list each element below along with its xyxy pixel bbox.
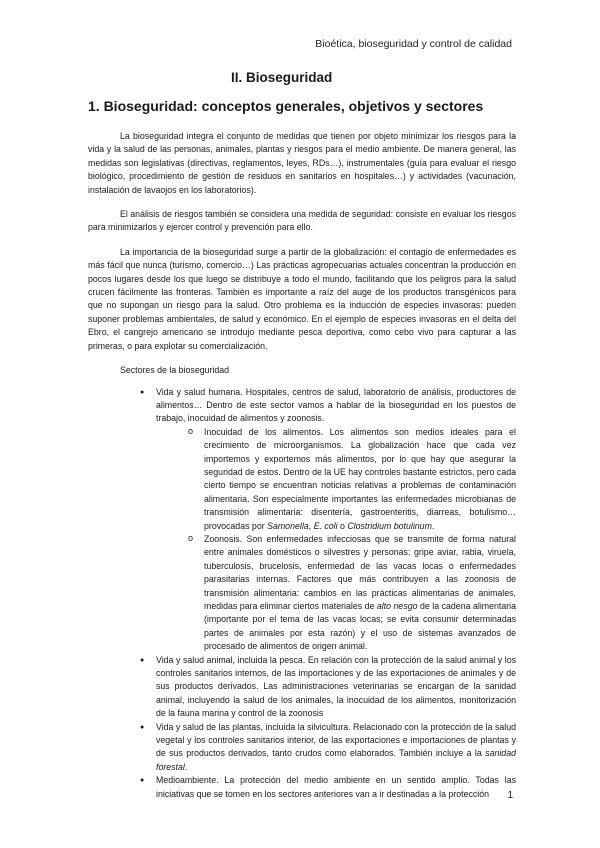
separator: , xyxy=(308,520,314,531)
list-item-animal-health xyxy=(156,654,516,721)
pathogen-name: Samonella xyxy=(267,520,309,531)
sectors-heading: Sectores de la bioseguridad xyxy=(120,365,230,376)
zoonosis-text-continued: de la cadena alimentaria (importante por el tema de las vacas locas; se evita consumir determinadas partes de animales por esta razón) y el uso de sistemas avanzados de procesado de alimentos de origen animal. xyxy=(204,601,516,652)
sentence-end: . xyxy=(184,761,188,772)
human-health-sublist xyxy=(156,426,516,654)
list-item-human-health xyxy=(156,386,516,654)
subsection-title: 1. Bioseguridad: conceptos generales, objetivos y sectores xyxy=(88,98,484,114)
list-item-plant-health xyxy=(156,721,516,775)
paragraph-definition: La bioseguridad integra el conjunto de medidas que tienen por objeto minimizar los riesgos para la vida y la salud de las personas, animales, plantas y riesgos para el medio ambiente. De manera general, las medidas son legislativas (directivas, reglamentos, leyes, RDs…), instrumentales (guía para evaluar el riesgo biológico, procedimiento de gestión de residuos en sanitarios en hospitales…) y actividades (vacunación, instalación de lavaojos en los laboratorios). xyxy=(88,131,516,195)
connector: o xyxy=(337,520,348,531)
emphasized-term: alto riesgo xyxy=(376,601,418,611)
emphasized-term: sanidad forestal xyxy=(156,748,516,772)
sectors-list xyxy=(88,386,516,802)
page-number: 1 xyxy=(507,790,513,801)
pathogen-name: E. coli xyxy=(313,520,338,531)
pathogen-name: Clostridium botulinum xyxy=(347,520,432,531)
sentence-end: . xyxy=(431,520,435,531)
paragraph-risk-analysis: El análisis de riesgos también se considera una medida de seguridad: consiste en evaluar los riesgos para minimizarlos y ejercer control y prevención para ello. xyxy=(88,209,516,233)
list-item-food-safety xyxy=(204,426,516,533)
environment-text: Medioambiente. La protección del medio ambiente en un sentido amplio. Todas las iniciativas que se tomen en los sectores anteriores van a ir destinadas a la protección xyxy=(156,775,516,799)
zoonosis-text: Zoonosis. Son enfermedades infecciosas que se transmite de forma natural entre animales domésticos o silvestres y personas; gripe aviar, rabia, viruela, tuberculosis, brucelosis, enfermedad de las vacas locas o enfermedades parasitarias internas. Factores que más contribuyen a las zoonosis de transmisión alimentaria: cambios en las prácticas alimentarias de animales, medidas para eliminar ciertos materiales de xyxy=(204,533,516,611)
section-title: II. Bioseguridad xyxy=(231,70,333,85)
food-safety-text: Inocuidad de los alimentos. Los alimentos son medios ideales para el crecimiento de microorganismos. La globalización hace que cada vez importemos y exportemos más alimentos, por lo que hay que asegurar la seguridad de estos. Dentro de la UE hay controles bastante estrictos, pero cada cierto tiempo se encuentran noticias relativas a problemas de contaminación alimentaria. Son especialmente importantes las enfermedades microbianas de transmisión alimentaria: disentería, gastroenteritis, diarreas, botulismo… provocadas por xyxy=(204,426,516,531)
animal-health-text: Vida y salud animal, incluida la pesca. En relación con la protección de la salud animal y los controles sanitarios internos, de las importaciones y de las exportaciones de animales y de sus productos derivados. Las administraciones veterinarias se encargan de la sanidad animal, incluyendo la salud de los animales, la inocuidad de los alimentos, monitorización de la fauna marina y control de la zoonosis xyxy=(156,654,516,719)
body-text xyxy=(88,130,516,801)
plant-health-text: Vida y salud de las plantas, incluida la silvicultura. Relacionado con la protección de la salud vegetal y los controles sanitarios interior, de las exportaciones e importaciones de plantas y de sus productos derivados, tanto crudos como elaborados. También incluye a la xyxy=(156,721,516,759)
human-health-text: Vida y salud humana. Hospitales, centros de salud, laboratorio de análisis, productores de alimentos… Dentro de este sector vamos a hablar de la bioseguridad en los puestos de trabajo, inocuidad de alimentos y zoonosis. xyxy=(156,386,516,424)
paragraph-importance: La importancia de la bioseguridad surge a partir de la globalización: el contagio de enfermedades es más fácil que nunca (turismo, comercio…) Las prácticas agropecuarias actuales concentran la producción en pocos lugares desde los que luego se distribuye a todo el mundo, facilitando que los peligros para la salud crucen fácilmente las fronteras. También es importante a raíz del auge de los productos transgénicos para que no supongan un riesgo para la salud. Otro problema es la inducción de especies invasoras: pueden suponer problemas ambientales, de salud y económico. En el ejemplo de especies invasoras en el delta del Ebro, el cangrejo americano se introdujo mediante pesca deportiva, como cebo vivo para capturar a las primeras, o para explotar su comercialización. xyxy=(88,246,516,351)
list-item-environment xyxy=(156,774,516,801)
list-item-zoonosis xyxy=(204,533,516,654)
running-header: Bioética, bioseguridad y control de calidad xyxy=(315,38,512,50)
